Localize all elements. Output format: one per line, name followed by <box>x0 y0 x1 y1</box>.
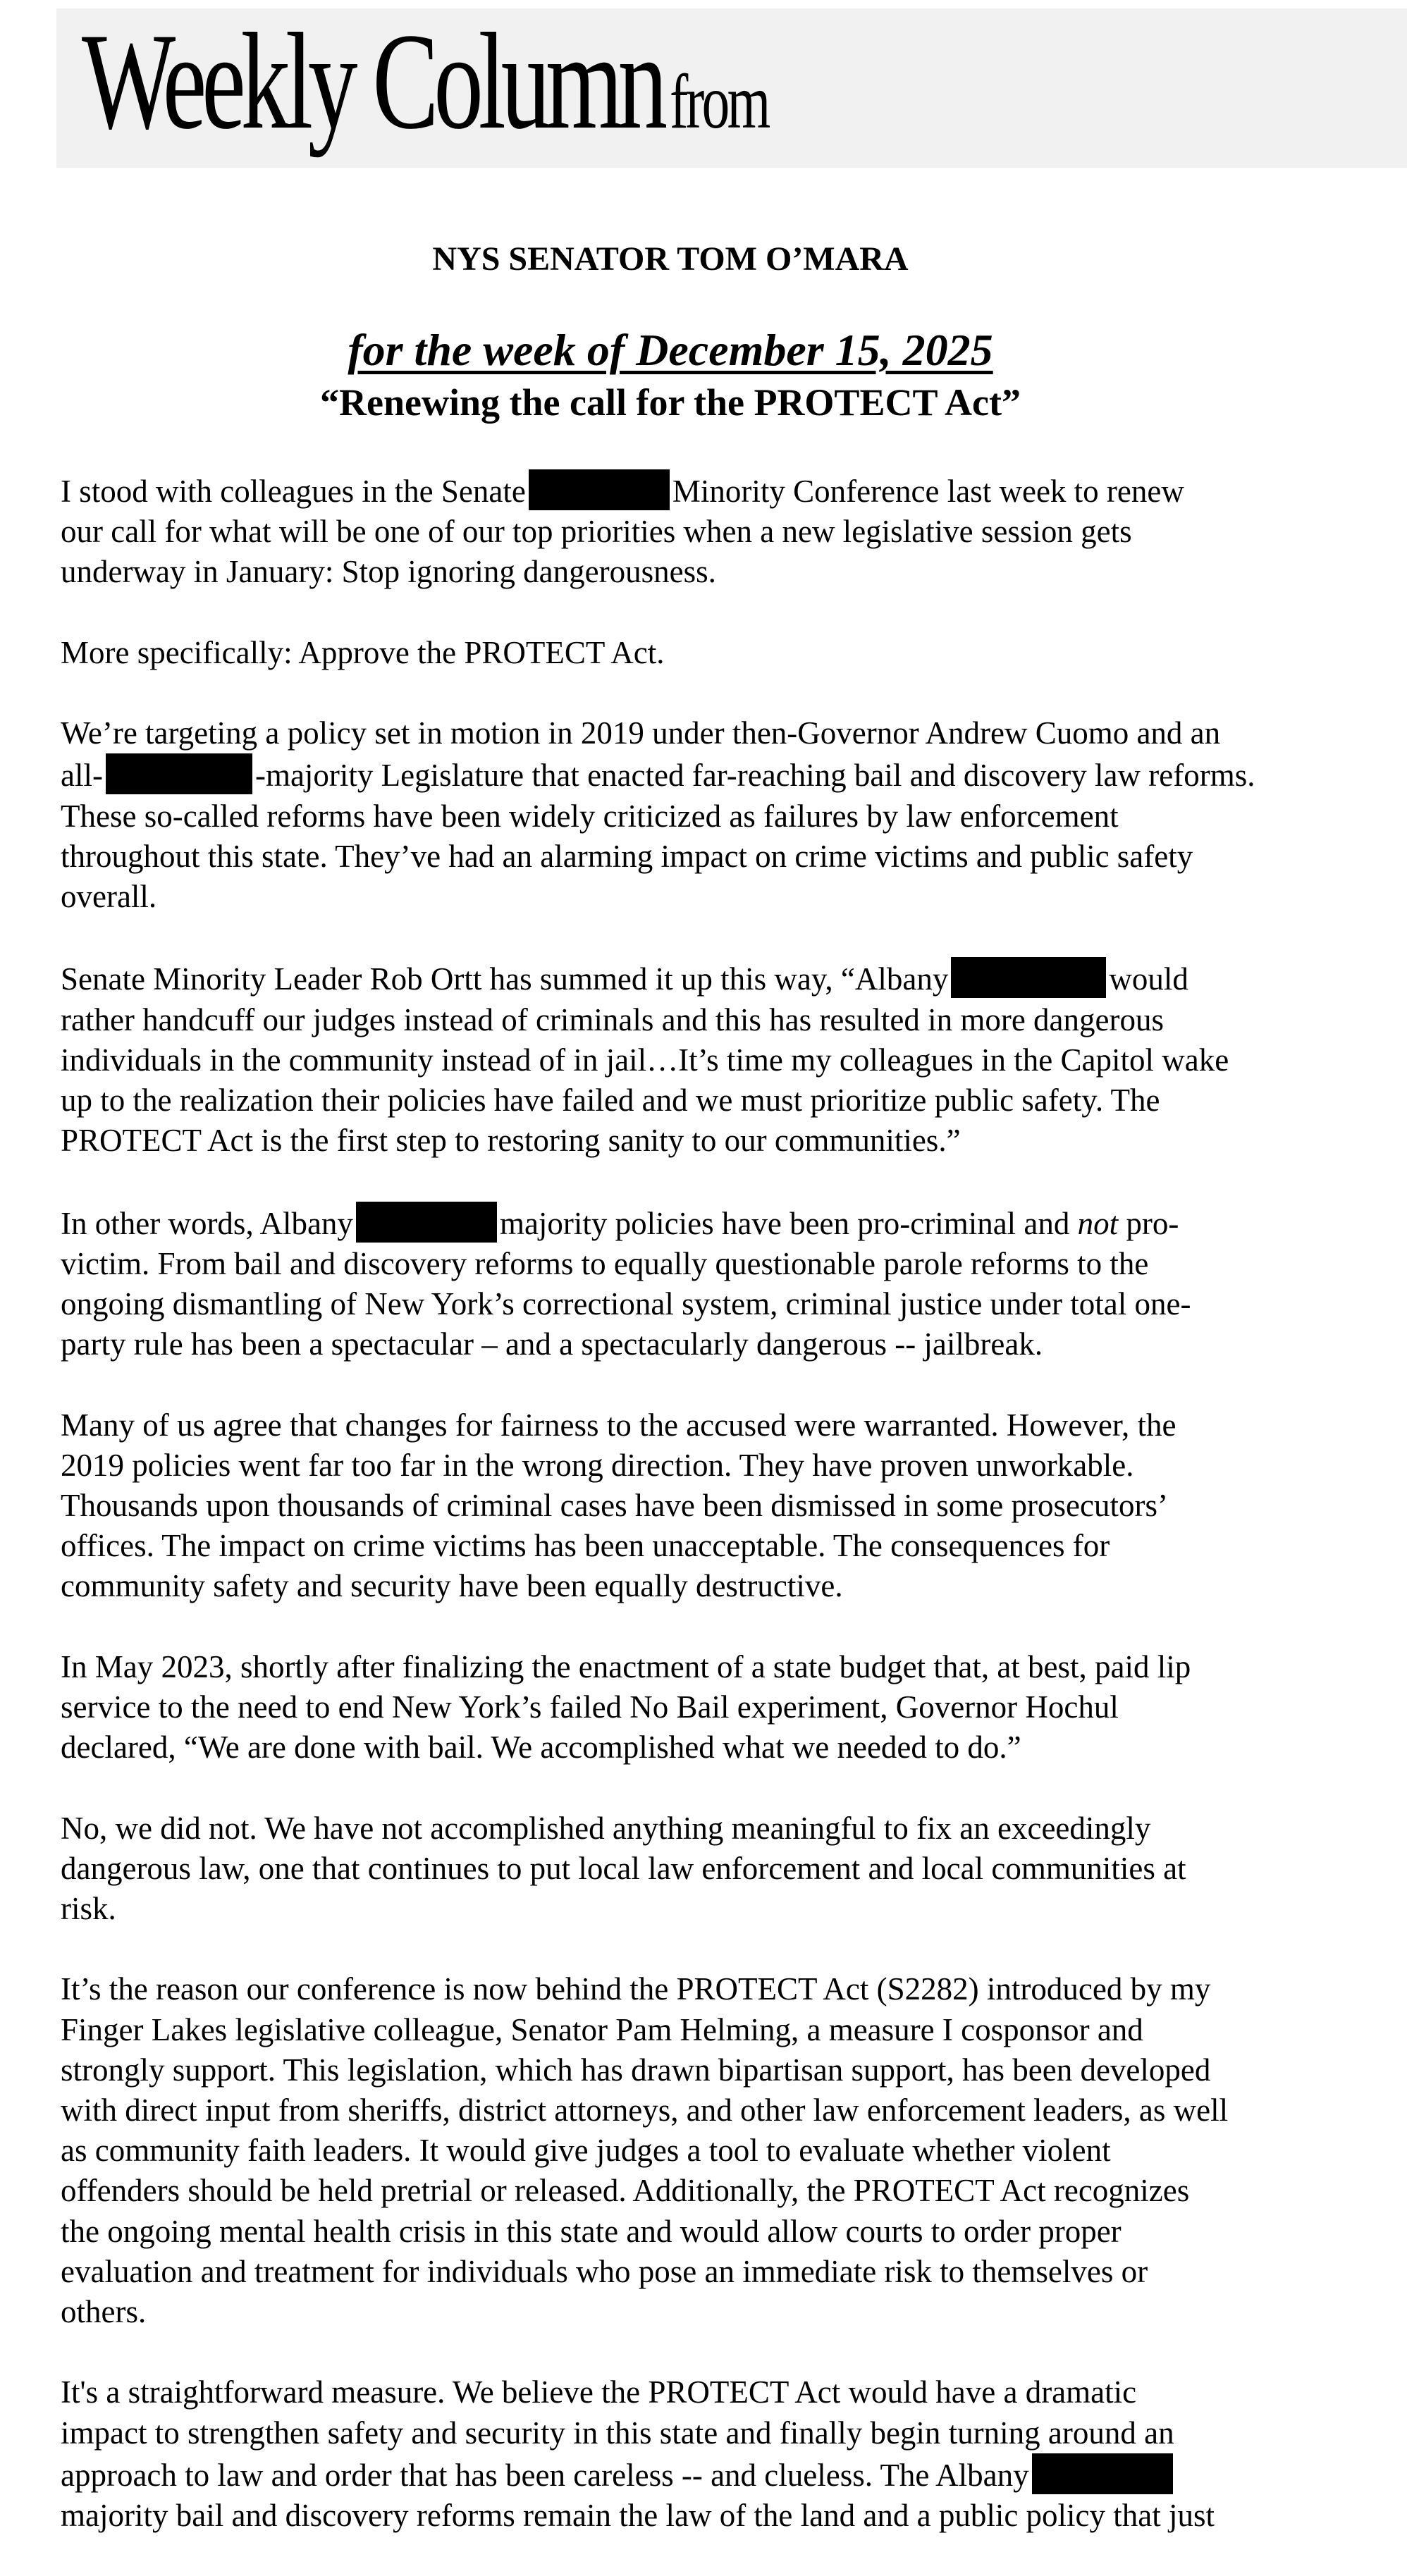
text-line <box>61 957 1386 999</box>
text-segment: It's a straightforward measure. We believe the PROTECT Act would have a dramatic <box>61 2374 1137 2410</box>
text-segment: up to the realization their policies have failed and we must prioritize public safety. The <box>61 1083 1160 1118</box>
text-line <box>61 2212 1386 2252</box>
text-line <box>61 1889 1386 1929</box>
text-segment: majority policies have been pro-criminal and <box>499 1205 1078 1241</box>
text-segment: victim. From bail and discovery reforms to equally questionable parole reforms to the <box>61 1245 1149 1281</box>
text-segment: In May 2023, shortly after finalizing the enactment of a state budget that, at best, paid lip <box>61 1648 1191 1684</box>
text-segment: It’s the reason our conference is now behind the PROTECT Act (S2282) introduced by my <box>61 1971 1211 2007</box>
paragraph <box>61 469 1386 593</box>
text-segment: offenders should be held pretrial or released. Additionally, the PROTECT Act recognizes <box>61 2173 1190 2209</box>
text-line <box>61 2252 1386 2292</box>
text-segment: -majority Legislature that enacted far-reaching bail and discovery law reforms. <box>254 758 1255 794</box>
text-line <box>61 2372 1386 2412</box>
text-line <box>61 1405 1386 1446</box>
text-segment: underway in January: Stop ignoring dangerousness. <box>61 554 716 590</box>
paragraph <box>61 1647 1386 1768</box>
text-line <box>61 1000 1386 1040</box>
text-line <box>61 1040 1386 1080</box>
week-date: for the week of December 15, 2025 <box>348 325 993 375</box>
column-body <box>61 469 1386 2576</box>
text-line <box>61 2010 1386 2050</box>
redaction-block <box>1032 2453 1173 2494</box>
text-segment: ongoing dismantling of New York’s correctional system, criminal justice under total one- <box>61 1286 1191 1321</box>
column-banner <box>56 5 1407 168</box>
text-segment: pro- <box>1118 1205 1179 1241</box>
text-line <box>61 1486 1386 1526</box>
text-segment: No, we did not. We have not accomplished anything meaningful to fix an exceedingly <box>61 1810 1151 1846</box>
text-line <box>61 1526 1386 1566</box>
column-headline: “Renewing the call for the PROTECT Act” <box>320 381 1021 424</box>
text-line <box>61 796 1386 837</box>
text-segment: throughout this state. They’ve had an alarming impact on crime victims and public safety <box>61 838 1193 874</box>
text-segment: More specifically: Approve the PROTECT Act. <box>61 634 665 670</box>
text-segment: approach to law and order that has been careless -- and clueless. The Albany <box>61 2457 1029 2493</box>
text-line <box>61 2413 1386 2453</box>
text-segment: as community faith leaders. It would give judges a tool to evaluate whether violent <box>61 2133 1111 2169</box>
text-segment: In other words, Albany <box>61 1205 353 1241</box>
paragraph <box>61 1808 1386 1930</box>
text-line <box>61 1446 1386 1486</box>
text-segment: PROTECT Act is the first step to restoring sanity to our communities.” <box>61 1123 961 1159</box>
text-line <box>61 1244 1386 1284</box>
paragraph <box>61 633 1386 673</box>
text-line <box>61 2171 1386 2211</box>
text-line <box>61 2050 1386 2090</box>
paragraph <box>61 2372 1386 2536</box>
text-segment: all- <box>61 758 103 794</box>
text-segment: Minority Conference last week to renew <box>672 474 1184 509</box>
text-segment: 2019 policies went far too far in the wrong direction. They have proven unworkable. <box>61 1447 1134 1483</box>
text-line <box>61 512 1386 552</box>
text-line <box>61 753 1386 796</box>
banner-title <box>82 5 768 158</box>
text-segment: individuals in the community instead of in jail…It’s time my colleagues in the Capitol wake <box>61 1042 1229 1078</box>
text-segment: overall. <box>61 879 157 914</box>
text-segment: with direct input from sheriffs, district attorneys, and other law enforcement leaders, as well <box>61 2093 1229 2128</box>
text-line <box>61 1566 1386 1606</box>
text-segment: strongly support. This legislation, which has drawn bipartisan support, has been developed <box>61 2052 1211 2088</box>
text-line <box>61 713 1386 753</box>
text-line <box>61 1727 1386 1768</box>
text-line <box>61 1808 1386 1849</box>
redaction-block <box>106 753 252 794</box>
text-line <box>61 2292 1386 2332</box>
text-line <box>61 1080 1386 1121</box>
emphasis-text: not <box>1077 1205 1119 1241</box>
text-segment: I stood with colleagues in the Senate <box>61 474 526 509</box>
text-segment: evaluation and treatment for individuals who pose an immediate risk to themselves or <box>61 2253 1148 2289</box>
text-line <box>61 552 1386 592</box>
redaction-block <box>951 957 1106 998</box>
text-line <box>61 1969 1386 2009</box>
banner-title-from: from <box>670 58 768 144</box>
text-segment: service to the need to end New York’s failed No Bail experiment, Governor Hochul <box>61 1689 1119 1725</box>
text-line <box>61 2131 1386 2171</box>
paragraph <box>61 1405 1386 1607</box>
text-segment: rather handcuff our judges instead of criminals and this has resulted in more dangerous <box>61 1002 1164 1037</box>
text-line <box>61 469 1386 512</box>
redaction-block <box>356 1202 497 1243</box>
text-segment: These so-called reforms have been widely criticized as failures by law enforcement <box>61 798 1119 834</box>
text-line <box>61 1121 1386 1161</box>
text-line <box>61 1284 1386 1324</box>
text-segment: party rule has been a spectacular – and a spectacularly dangerous -- jailbreak. <box>61 1326 1043 1362</box>
redaction-block <box>529 469 670 510</box>
paragraph <box>61 1969 1386 2332</box>
text-segment: Senate Minority Leader Rob Ortt has summed it up this way, “Albany <box>61 961 949 997</box>
text-line <box>61 877 1386 917</box>
senator-name: NYS SENATOR TOM O’MARA <box>432 240 909 278</box>
text-segment: majority bail and discovery reforms remain the law of the land and a public policy that just <box>61 2498 1215 2534</box>
text-line <box>61 2453 1386 2496</box>
text-line <box>61 1647 1386 1687</box>
paragraph <box>61 1202 1386 1365</box>
text-line <box>61 1324 1386 1364</box>
text-segment: our call for what will be one of our top priorities when a new legislative session gets <box>61 514 1132 550</box>
text-segment: impact to strengthen safety and security in this state and finally begin turning around an <box>61 2415 1174 2451</box>
text-line <box>61 837 1386 877</box>
text-segment: community safety and security have been equally destructive. <box>61 1568 843 1604</box>
text-segment: dangerous law, one that continues to put local law enforcement and local communities at <box>61 1850 1186 1886</box>
text-segment: the ongoing mental health crisis in this state and would allow courts to order proper <box>61 2213 1122 2249</box>
text-segment: others. <box>61 2294 147 2330</box>
text-line <box>61 1849 1386 1889</box>
text-line <box>61 1687 1386 1727</box>
text-segment: declared, “We are done with bail. We accomplished what we needed to do.” <box>61 1730 1021 1765</box>
text-segment: We’re targeting a policy set in motion in 2019 under then-Governor Andrew Cuomo and an <box>61 715 1221 751</box>
text-segment: Thousands upon thousands of criminal cases have been dismissed in some prosecutors’ <box>61 1488 1168 1523</box>
text-segment: offices. The impact on crime victims has been unacceptable. The consequences for <box>61 1528 1110 1564</box>
text-segment: would <box>1109 961 1188 997</box>
paragraph <box>61 957 1386 1161</box>
text-line <box>61 1202 1386 1244</box>
text-segment: Finger Lakes legislative colleague, Senator Pam Helming, a measure I cosponsor and <box>61 2011 1143 2047</box>
text-line <box>61 2496 1386 2536</box>
banner-title-main: Weekly Column <box>82 5 663 158</box>
text-segment: risk. <box>61 1891 116 1926</box>
text-line <box>61 2090 1386 2131</box>
paragraph <box>61 713 1386 917</box>
text-segment: Many of us agree that changes for fairness to the accused were warranted. However, the <box>61 1407 1176 1443</box>
text-line <box>61 633 1386 673</box>
